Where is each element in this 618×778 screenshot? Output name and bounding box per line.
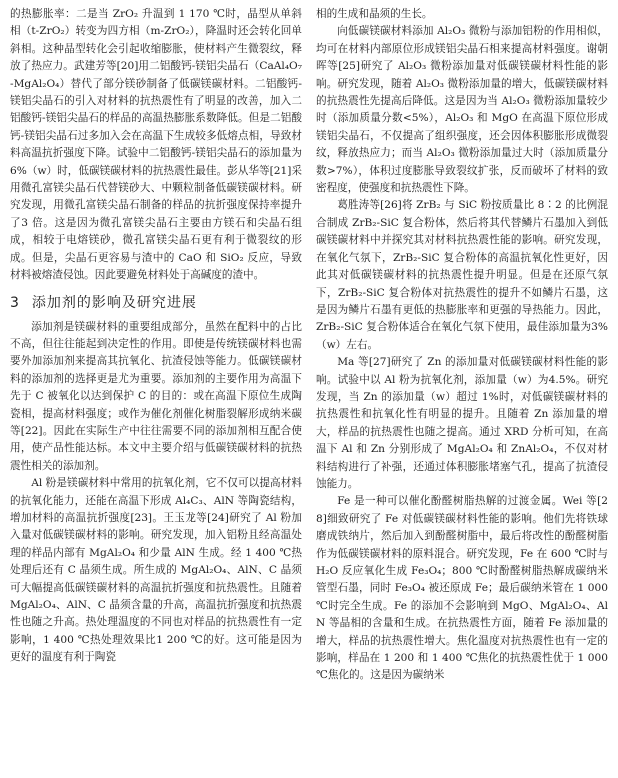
left-column [10,6,302,685]
paragraph: 相的生成和晶须的生长。 [316,8,433,20]
paragraph: 向低碳镁碳材料添加 Al₂O₃ 微粉与添加铝粉的作用相似，均可在材料内部原位形成镁铝尖晶石相来提高材料强度。谢朝晖等[25]研究了 Al₂O₃ 微粉添加量对低碳镁碳材料性能的影响。研究发现，随着 Al₂O₃ 微粉添加量的增大，低碳镁碳材料的抗热震性先提高后降低。这是因为当 Al₂O₃ 微粉添加量较少时（添加质量分数<5%），Al₂O₃ 和 MgO 在高温下原位形成镁铝尖晶石，不仅提高了组织强度，还会因体积膨胀形成微裂纹，释放热应力；而当 Al₂O₃ 微粉添加量过大时（添加质量分数>7%），体积过度膨胀导致裂纹扩张，反而破坏了材料的致密程度，使强度和抗热震性下降。 [316,25,608,195]
section-number: 3 [10,294,20,311]
paragraph: Ma 等[27]研究了 Zn 的添加量对低碳镁碳材料性能的影响。试验中以 Al 粉为抗氧化剂，添加量（w）为4.5%。研究发现，当 Zn 的添加量（w）超过 1%时，对低碳镁碳材料的抗热震性和抗氧化性有明显的提升。且随着 Zn 添加量的增大，样品的抗热震性也随之提高。通过 XRD 分析可知，在高温下 Al 和 Zn 分别形成了 MgAl₂O₄ 和 ZnAl₂O₄，不仅对材料结构进行了补强，还通过体积膨胀堵塞气孔，提高了抗渣侵蚀能力。 [316,356,608,490]
paragraph: 添加剂是镁碳材料的重要组成部分，虽然在配料中的占比不高，但往往能起到决定性的作用。即使是传统镁碳材料也需要外加添加剂来提高其抗氧化、抗渣侵蚀等能力。低碳镁碳材料的添加剂的选择更是尤为重要。添加剂的主要作用为高温下先于 C 被氧化以达到保护 C 的目的：或在高温下原位生成陶瓷相，提高材料强度；或作为催化剂催化树脂裂解形成纳米碳等[22]。因此在实际生产中往往需要不同的添加剂相互配合使用，使产品性能达标。本文中主要介绍与低碳镁碳材料的抗热震性相关的添加剂。 [10,320,302,472]
two-column-body [10,6,608,685]
right-column [316,6,608,685]
paragraph: 葛胜涛等[26]将 ZrB₂ 与 SiC 粉按质量比 8∶2 的比例混合制成 ZrB₂-SiC 复合粉体，然后将其代替鳞片石墨加入到低碳镁碳材料中并探究其对材料抗热震性能的影响。研究发现，在氧化气氛下，ZrB₂-SiC 复合粉体的高温抗氧化性更好，因此其对低碳镁碳材料的抗热震性提升明显。但是在还原气氛下，ZrB₂-SiC 复合粉体对抗热震性的提升不如鳞片石墨，这是因为鳞片石墨有更低的热膨胀率和更强的导热能力。因此，ZrB₂-SiC 复合粉体适合在氧化气氛下使用，最佳添加量为3%（w）左右。 [316,199,608,351]
paragraph: Al 粉是镁碳材料中常用的抗氧化剂，它不仅可以提高材料的抗氧化能力，还能在高温下形成 Al₄C₃、AlN 等陶瓷结构，增加材料的高温抗折强度[23]。王玉龙等[24]研究了 Al 粉加入量对低碳镁碳材料的影响。研究发现，加入铝粉且经高温处理的样品内部有 MgAl₂O₄ 和少量 AlN 生成。经 1 400 ℃热处理后还有 C 晶须生成。所生成的 MgAl₂O₄、AlN、C 晶须可大幅提高低碳镁碳材料的高温抗折强度和抗热震性。且随着 MgAl₂O₄、AlN、C 晶须含量的升高，高温抗折强度和抗热震性也随之升高。热处理温度的不同也对样品的抗热震性有一定影响，1 400 ℃热处理效果比1 200 ℃的好。这可能是因为更好的温度有利于陶瓷 [10,477,302,664]
section-title: 添加剂的影响及研究进展 [31,294,197,311]
paragraph: Fe 是一种可以催化酚醛树脂热解的过渡金属。Wei 等[28]细致研究了 Fe 对低碳镁碳材料性能的影响。他们先将铁球磨成铁纳片，然后加入到酚醛树脂中，最后将改性的酚醛树脂作为低碳镁碳材料的原料混合。研究发现，Fe 在 600 ℃时与 H₂O 反应氧化生成 Fe₃O₄；800 ℃时酚醛树脂热解成碳纳米管型石墨，同时 Fe₃O₄ 被还原成 Fe；最后碳纳米管在 1 000 ℃时完全生成。Fe 的添加不会影响到 MgO、MgAl₂O₄、AlN 等晶相的含量和生成。在抗热震性方面，随着 Fe 添加量的增大，样品的抗热震性增大。焦化温度对抗热震性也有一定的影响，样品在 1 200 和 1 400 ℃焦化的抗热震性优于 1 000 ℃焦化的。这是因为碳纳米 [316,495,608,682]
paragraph: 的热膨胀率：二是当 ZrO₂ 升温到 1 170 ℃时，晶型从单斜相（t-ZrO₂）转变为四方相（m-ZrO₂），降温时还会转化回单斜相。这种晶型转化会引起收缩膨胀，使材料产生微裂纹，释放了热应力。武建芳等[20]用二铝酸钙-镁铝尖晶石（CaAl₄O₇-MgAl₂O₄）替代了部分镁砂制备了低碳镁碳材料。二铝酸钙-镁铝尖晶石的引入对材料的抗热震性有了明显的改善，加入二铝酸钙-镁铝尖晶石的样品的高温热膨胀系数降低。但是二铝酸钙-镁铝尖晶石过多加入会在高温下生成较多低熔点相，导致材料高温抗折强度下降。试验中二铝酸钙-镁铝尖晶石的添加量为6%（w）时，低碳镁碳材料的抗热震性最佳。彭从华等[21]采用微孔富镁尖晶石代替镁砂大、中颗粒制备低碳镁碳材料。研究发现，用微孔富镁尖晶石制备的样品的抗折强度保持率提升了3 倍。这是因为微孔富镁尖晶石主要由方镁石和尖晶石组成，相较于电熔镁砂，微孔富镁尖晶石更有利于微裂纹的形成。但是，尖晶石更容易与渣中的 CaO 和 SiO₂ 反应，导致材料被熔渣侵蚀。因此要避免材料处于高碱度的渣中。 [10,8,302,282]
section-heading [10,293,302,313]
